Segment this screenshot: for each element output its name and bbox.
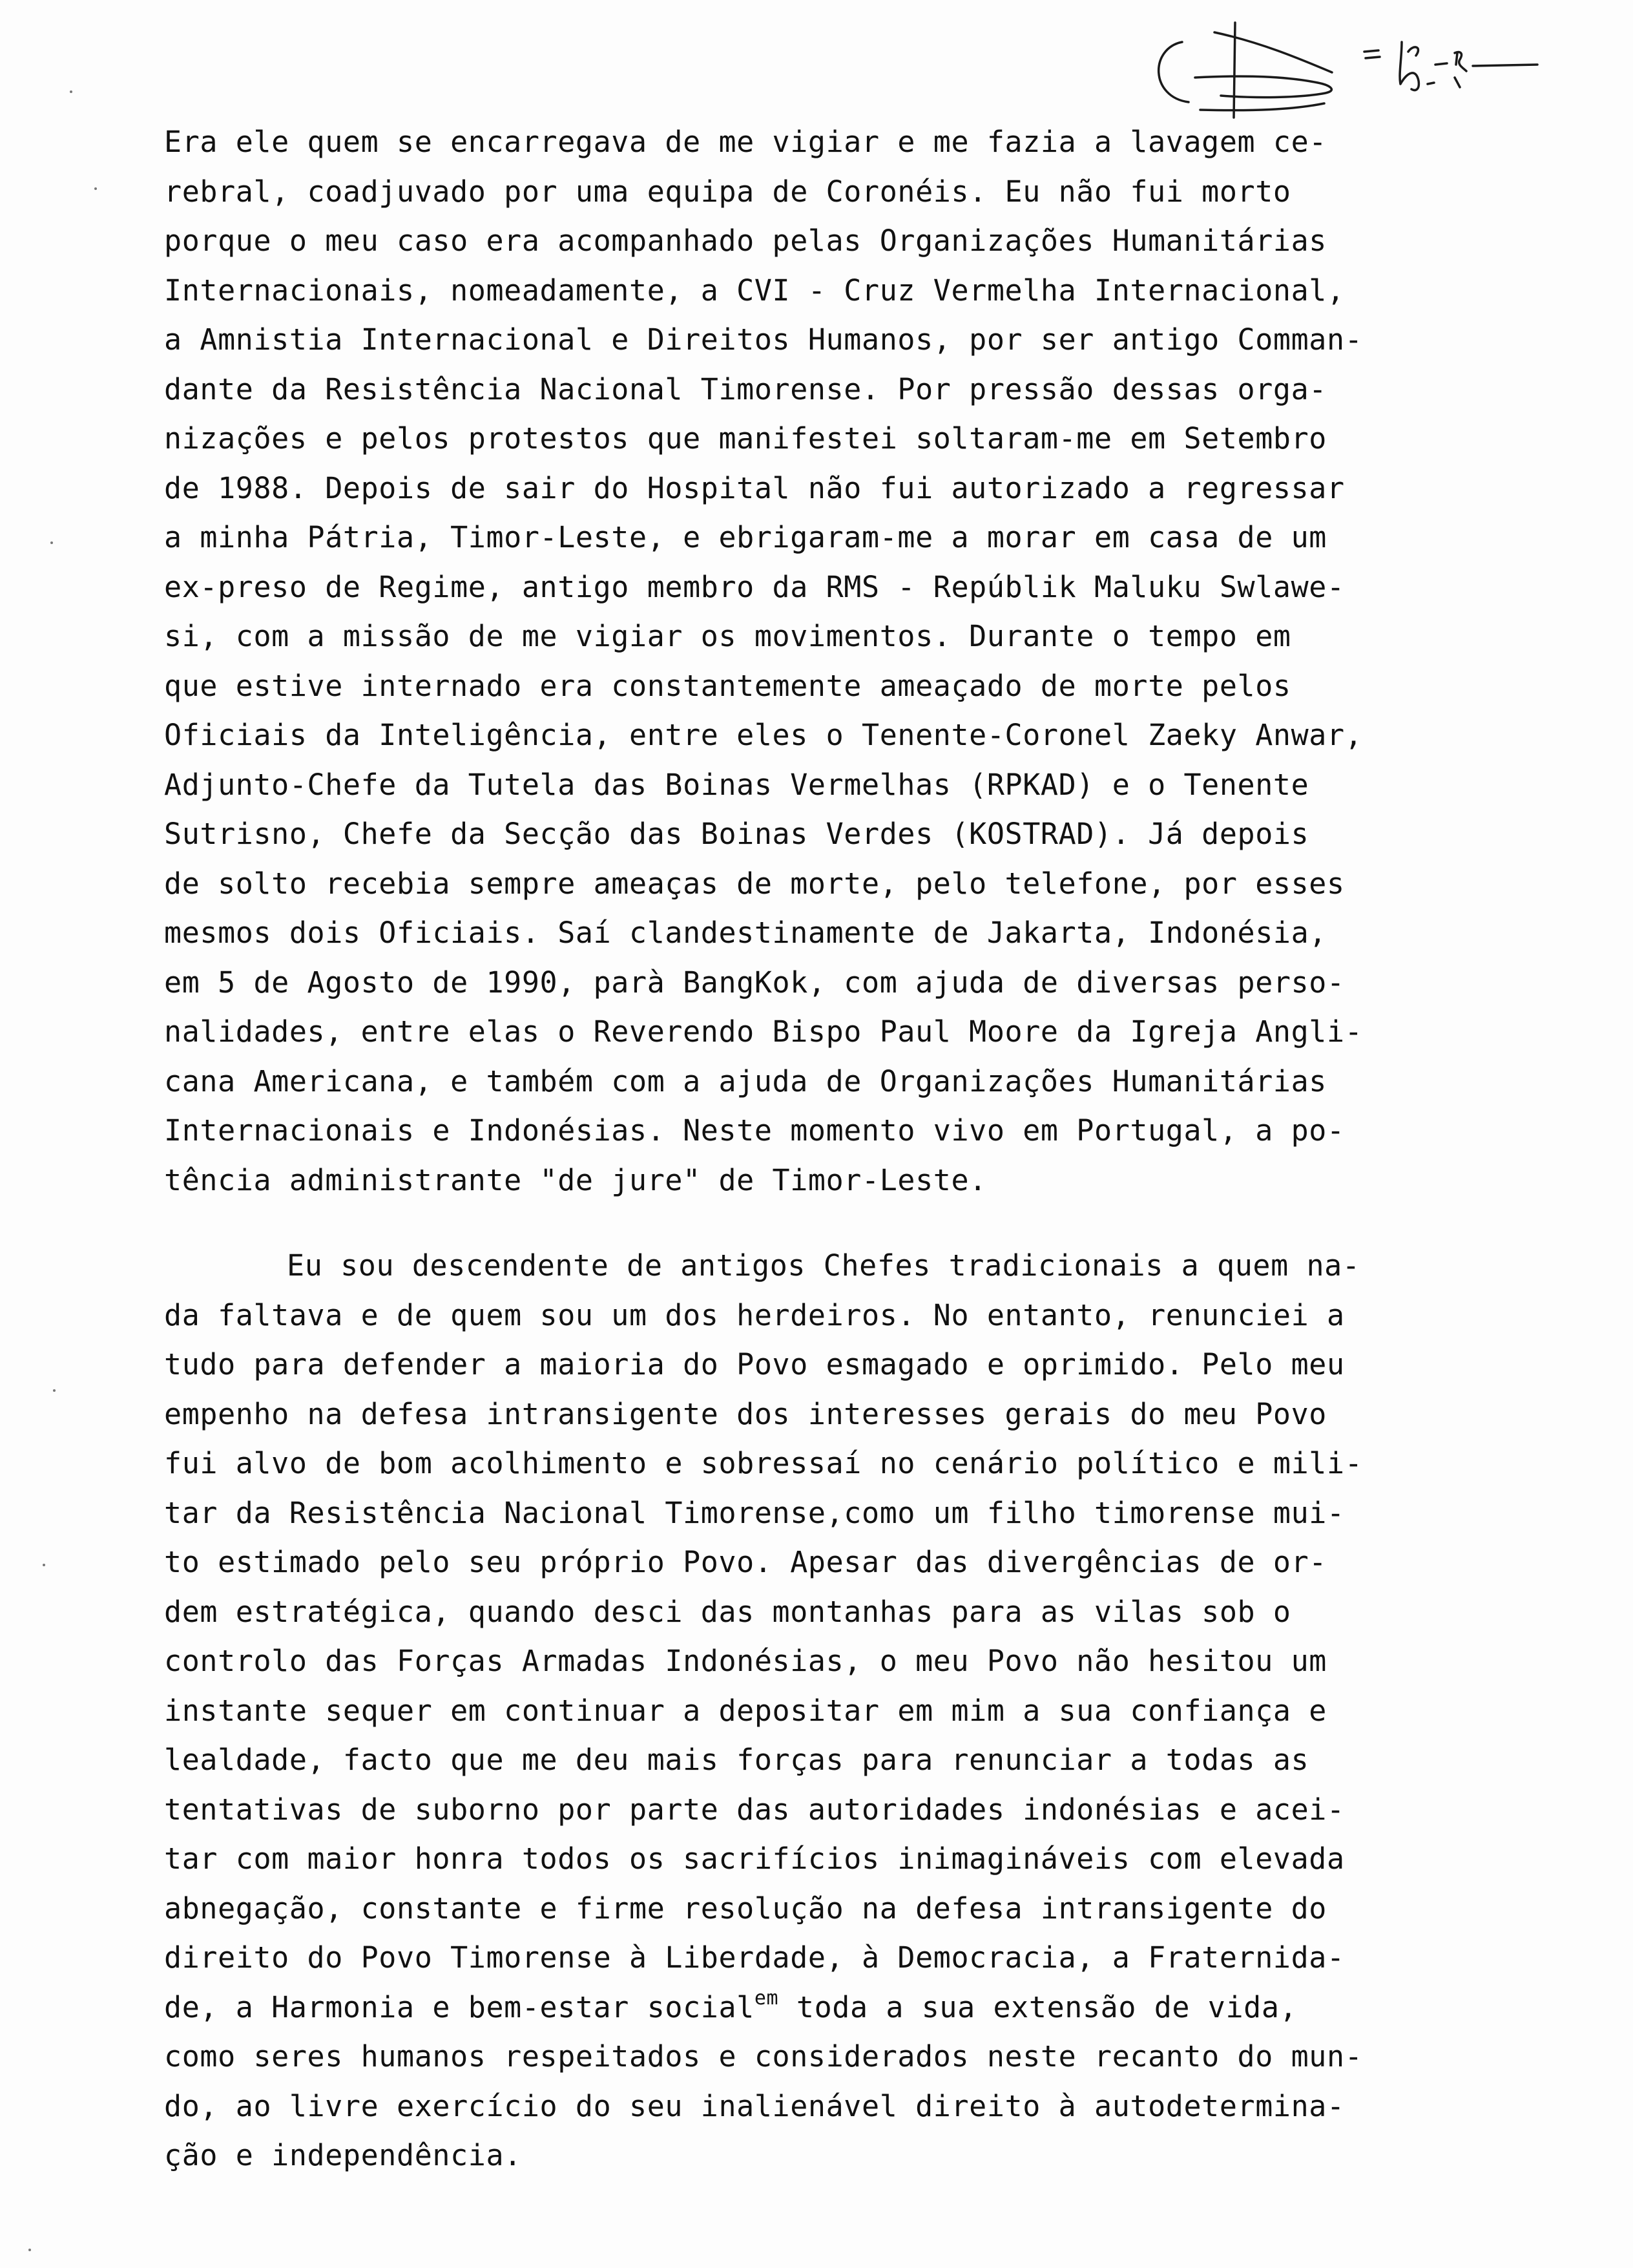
text-line-content: Eu sou descendente de antigos Chefes tradicionais a quem na- [287, 1248, 1360, 1283]
text-line: a minha Pátria, Timor-Leste, e ebrigaram-me a morar em casa de um [164, 520, 1327, 554]
scan-speck [70, 90, 72, 93]
text-line: a Amnistia Internacional e Direitos Humanos, por ser antigo Comman- [164, 322, 1363, 357]
paragraph-1 [164, 118, 1546, 1205]
text-line: que estive internado era constantemente ameaçado de morte pelos [164, 668, 1291, 703]
text-line: em 5 de Agosto de 1990, parà BangKok, com ajuda de diversas perso- [164, 965, 1345, 1000]
paragraph-gap [164, 1205, 1546, 1241]
text-line: controlo das Forças Armadas Indonésias, o meu Povo não hesitou um [164, 1644, 1327, 1678]
text-line: ex-preso de Regime, antigo membro da RMS - Repúblik Maluku Swlawe- [164, 569, 1345, 604]
text-line: porque o meu caso era acompanhado pelas Organizações Humanitárias [164, 224, 1327, 258]
text-line [164, 1241, 1546, 1291]
handwritten-insertion: em [754, 1986, 779, 2010]
text-line: Internacionais e Indonésias. Neste momento vivo em Portugal, a po- [164, 1113, 1345, 1148]
text-line: nalidades, entre elas o Reverendo Bispo Paul Moore da Igreja Angli- [164, 1014, 1363, 1049]
text-line: do, ao livre exercício do seu inalienável direito à autodetermina- [164, 2088, 1345, 2123]
scan-speck [94, 187, 97, 190]
paragraph-2 [164, 1241, 1546, 2181]
text-line: tentativas de suborno por parte das autoridades indonésias e acei- [164, 1792, 1345, 1827]
text-line: Internacionais, nomeadamente, a CVI - Cruz Vermelha Internacional, [164, 273, 1345, 308]
text-line: fui alvo de bom acolhimento e sobressaí no cenário político e mili- [164, 1446, 1363, 1480]
text-line: mesmos dois Oficiais. Saí clandestinamente de Jakarta, Indonésia, [164, 916, 1327, 950]
text-line: abnegação, constante e firme resolução na defesa intransigente do [164, 1891, 1327, 1926]
text-line: cana Americana, e também com a ajuda de Organizações Humanitárias [164, 1064, 1327, 1098]
text-line: empenho na defesa intransigente dos interesses gerais do meu Povo [164, 1396, 1327, 1431]
text-line: si, com a missão de me vigiar os movimentos. Durante o tempo em [164, 619, 1291, 653]
text-line: nizações e pelos protestos que manifestei soltaram-me em Setembro [164, 421, 1327, 456]
text-line: Adjunto-Chefe da Tutela das Boinas Vermelhas (RPKAD) e o Tenente [164, 767, 1309, 802]
text-line: lealdade, facto que me deu mais forças para renunciar a todas as [164, 1743, 1309, 1777]
text-line-start: de, a Harmonia e bem-estar social [164, 1990, 754, 2024]
text-line [164, 1983, 1546, 2033]
letter-body [164, 118, 1546, 2181]
text-line: tudo para defender a maioria do Povo esmagado e oprimido. Pelo meu [164, 1347, 1345, 1381]
text-line: Sutrisno, Chefe da Secção das Boinas Verdes (KOSTRAD). Já depois [164, 817, 1309, 851]
scan-speck [43, 1564, 45, 1566]
text-line: dante da Resistência Nacional Timorense. Por pressão dessas orga- [164, 372, 1327, 406]
text-line: to estimado pelo seu próprio Povo. Apesar das divergências de or- [164, 1545, 1327, 1579]
text-line-end: toda a sua extensão de vida, [778, 1990, 1298, 2024]
text-line: Oficiais da Inteligência, entre eles o Tenente-Coronel Zaeky Anwar, [164, 718, 1363, 752]
text-line: tar com maior honra todos os sacrifícios inimagináveis com elevada [164, 1842, 1345, 1876]
scan-speck [28, 2249, 31, 2251]
text-line: de 1988. Depois de sair do Hospital não fui autorizado a regressar [164, 470, 1345, 505]
text-line: tar da Resistência Nacional Timorense,como um filho timorense mui- [164, 1495, 1345, 1530]
scan-speck [53, 1389, 56, 1392]
text-line: tência administrante "de jure" de Timor-Leste. [164, 1162, 987, 1197]
text-line: como seres humanos respeitados e considerados neste recanto do mun- [164, 2039, 1363, 2074]
scan-speck [50, 541, 53, 544]
text-line: instante sequer em continuar a depositar em mim a sua confiança e [164, 1693, 1327, 1728]
text-line: direito do Povo Timorense à Liberdade, à Democracia, a Fraternida- [164, 1940, 1345, 1975]
handwritten-signature [1124, 13, 1550, 129]
text-line: Era ele quem se encarregava de me vigiar e me fazia a lavagem ce- [164, 125, 1327, 159]
text-line: dem estratégica, quando desci das montanhas para as vilas sob o [164, 1594, 1291, 1629]
text-line: de solto recebia sempre ameaças de morte, pelo telefone, por esses [164, 866, 1345, 901]
text-line: rebral, coadjuvado por uma equipa de Coronéis. Eu não fui morto [164, 174, 1291, 209]
text-line: da faltava e de quem sou um dos herdeiros. No entanto, renunciei a [164, 1297, 1345, 1332]
text-line: ção e independência. [164, 2138, 522, 2172]
